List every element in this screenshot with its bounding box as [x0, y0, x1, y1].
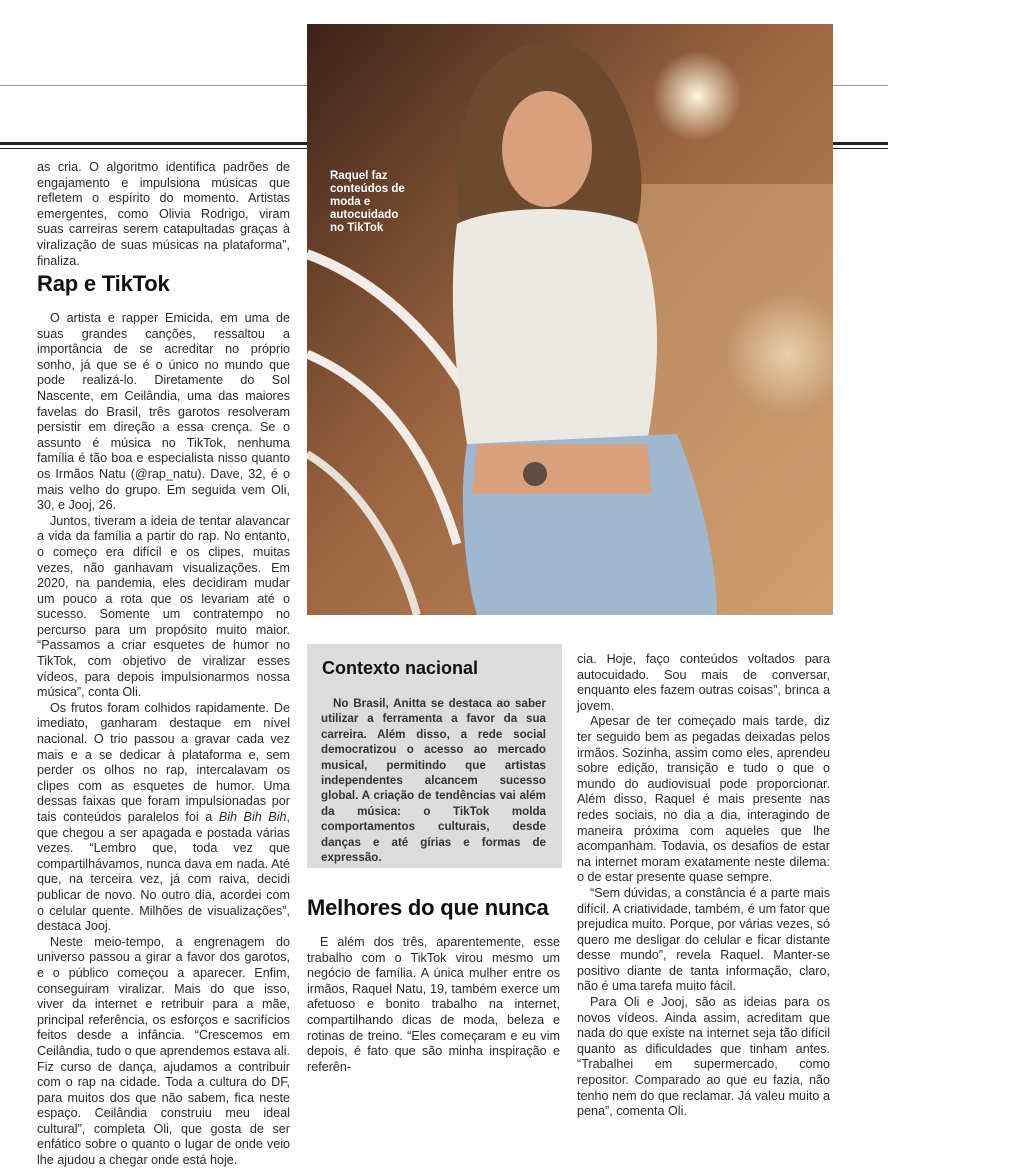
sidebar-box-title: Contexto nacional — [322, 658, 479, 678]
paragraph-text: Os frutos foram colhidos rapidamente. De imediato, ganharam destaque em nível nacional. O trio passou a gravar cada vez mais e a se dedicar à plataforma e, sem perder os olhos no rap, intercalavam os clipes com as esquetes de humor. Uma dessas faixas que foram impulsionadas por tais conteúdos paralelos foi a — [37, 700, 290, 824]
song-title: Bih Bih Bih — [218, 810, 287, 824]
paragraph — [37, 701, 290, 935]
paragraph: E além dos três, aparentemente, esse trabalho com o TikTok virou mesmo um negócio de família. A única mulher entre os irmãos, Raquel Natu, 19, também exerce um afetuoso e bonito trabalho na internet, compartilhando dicas de moda, beleza e rotinas de treino. “Eles começaram e eu vim depois, é fato que são minha inspiração e referên- — [307, 935, 560, 1074]
article-column-1 — [37, 160, 290, 269]
paragraph-text: , que chegou a ser apagada e postada várias vezes. “Lembro que, toda vez que compartilhávamos, nunca dava em nada. Até que, na terceira vez, já com raiva, decidi publicar de novo. No outro dia, acordei com o celular quente. Milhões de visualizações”, destaca Jooj. — [37, 810, 290, 934]
photo-illustration — [307, 24, 833, 615]
paragraph: Juntos, tiveram a ideia de tentar alavancar a vida da família a partir do rap. No entanto, o começo era difícil e os clipes, muitas vezes, não ganhavam visualizações. Em 2020, na pandemia, eles decidiram mudar um pouco a rota que os levariam até o sucesso. Somente um contratempo no percurso para um propósito muito maior. “Passamos a criar esquetes de humor no TikTok, com objetivo de viralizar esses vídeos, para depois impulsionarmos nossa música”, conta Oli. — [37, 513, 290, 700]
sidebar-box-contexto — [307, 644, 562, 868]
sidebar-box-text — [321, 696, 546, 865]
article-photo — [307, 24, 833, 615]
paragraph: O artista e rapper Emicida, em uma de suas grandes canções, ressaltou a importância de se acreditar no próprio sonho, já que se é o único no mundo que pode realizá-lo. Diretamente do Sol Nascente, em Ceilândia, uma das maiores favelas do Brasil, três garotos resolveram persistir em direção a essa crença. Se o assunto é música no TikTok, nenhuma família é tão boa e especialista nisso quanto os Irmãos Natu (@rap_natu). Dave, 32, é o mais velho do grupo. Em seguida vem Oli, 30, e Jooj, 26. — [37, 311, 290, 513]
article-column-1-body — [37, 311, 290, 1169]
paragraph: cia. Hoje, faço conteúdos voltados para autocuidado. Sou mais de conversar, enquanto eles fazem outras coisas”, brinca a jovem. — [577, 652, 830, 713]
paragraph: No Brasil, Anitta se destaca ao saber utilizar a ferramenta a favor da sua carreira. Além disso, a rede social democratizou o acesso ao mercado musical, permitindo que artistas independentes alcancem sucesso global. A criação de tendências vai além da música: o TikTok molda comportamentos culturais, desde danças e até gírias e formas de expressão. — [321, 697, 546, 865]
section-heading-melhores: Melhores do que nunca — [307, 895, 549, 920]
article-column-2 — [307, 935, 560, 1075]
section-heading-rap-tiktok: Rap e TikTok — [37, 271, 170, 296]
paragraph: “Sem dúvidas, a constância é a parte mais difícil. A criatividade, também, é um fator que prejudica muito. Porque, por várias vezes, só quero me desligar do celular e ficar distante desse mundo”, revela Raquel. Manter-se positivo diante de tanta informação, claro, não é uma tarefa muito fácil. — [577, 885, 830, 994]
paragraph: as cria. O algoritmo identifica padrões de engajamento e impulsiona músicas que refletem o espírito do momento. Artistas emergentes, como Olivia Rodrigo, viram suas carreiras serem catapultadas graças à viralização de suas músicas na plataforma”, finaliza. — [37, 160, 290, 268]
photo-caption: Raquel faz conteúdos de moda e autocuidado no TikTok — [330, 170, 405, 234]
paragraph: Neste meio-tempo, a engrenagem do universo passou a girar a favor dos garotos, e o público começou a aparecer. Enfim, conseguiram viralizar. Mais do que isso, viver da internet e retribuir para a mãe, principal referência, os esforços e sacrifícios feitos desde a infância. “Crescemos em Ceilândia, tudo o que aprendemos estava ali. Fiz curso de dança, ajudamos a contribuir com o rap na cidade. Toda a cultura do DF, para muitos dos que não sabem, fica neste espaço. Ceilândia construiu meu ideal cultural”, completa Oli, que gosta de ser enfático sobre o quanto o lugar de onde veio lhe ajudou a chegar onde está hoje. — [37, 934, 290, 1168]
article-column-3 — [577, 652, 830, 1120]
paragraph: Apesar de ter começado mais tarde, diz ter seguido bem as pegadas deixadas pelos irmãos. Sozinha, assim como eles, aprendeu sobre edição, transição e tudo o que o mundo do audiovisual pode proporcionar. Além disso, Raquel é mais presente nas redes sociais, no dia a dia, interagindo de maneira próxima com aqueles que lhe acompanham. Todavia, os desafios de estar na internet moram exatamente neste dilema: o de estar presente quase sempre. — [577, 714, 830, 885]
paragraph: Para Oli e Jooj, são as ideias para os novos vídeos. Ainda assim, acreditam que nada do que existe na internet seja tão difícil quanto as dificuldades que tinham antes. “Trabalhei em supermercado, como repositor. Comparado ao que eu fazia, não tenho nem do que reclamar. Já valeu muito a pena”, comenta Oli. — [577, 995, 830, 1119]
